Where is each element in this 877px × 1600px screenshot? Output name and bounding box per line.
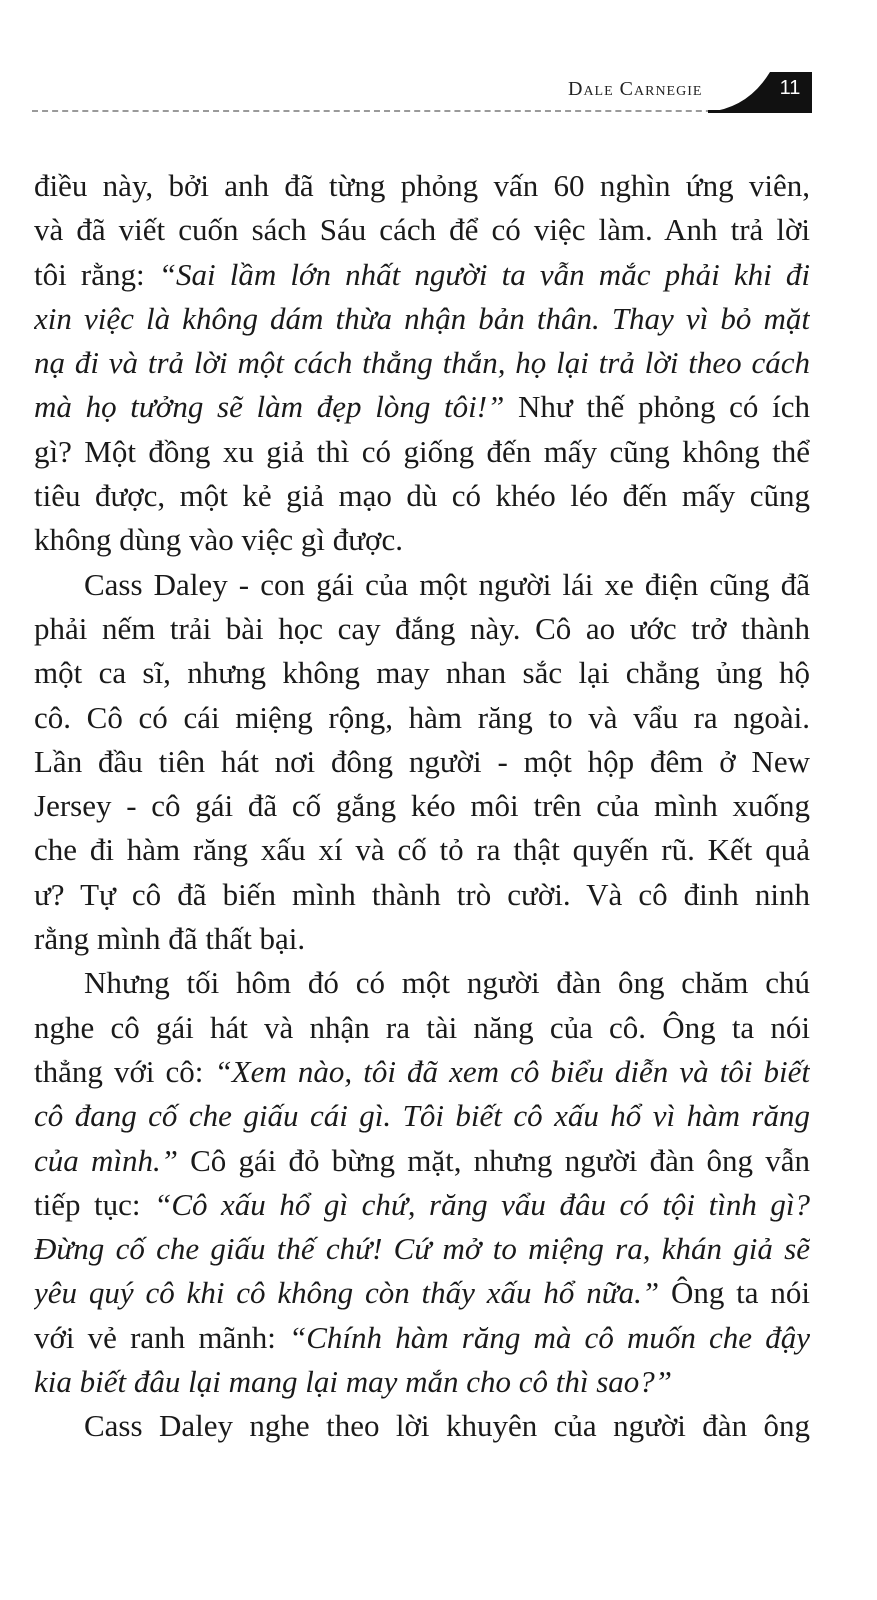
text-line <box>34 1006 810 1050</box>
quoted-text: cô đang cố che giấu cái gì. Tôi biết cô xấu hổ vì hàm răng <box>34 1098 810 1134</box>
text-line <box>34 208 810 252</box>
line-text: gì? Một đồng xu giả thì có giống đến mấy cũng không thể <box>34 433 810 469</box>
text-line <box>34 518 810 562</box>
text-line <box>34 1316 810 1360</box>
line-text: tôi rằng: <box>34 256 159 292</box>
line-text: ư? Tự cô đã biến mình thành trò cười. Và cô đinh ninh <box>34 876 810 912</box>
text-line <box>34 1404 810 1448</box>
text-line <box>34 1183 810 1227</box>
line-text: Cass Daley nghe theo lời khuyên của người đàn ông <box>84 1408 810 1444</box>
text-line <box>34 297 810 341</box>
line-text: Jersey - cô gái đã cố gắng kéo môi trên của mình xuống <box>34 788 810 824</box>
text-line <box>34 696 810 740</box>
text-line <box>34 164 810 208</box>
quoted-text: kia biết đâu lại mang lại may mắn cho cô thì sao?” <box>34 1364 673 1400</box>
line-text: Lần đầu tiên hát nơi đông người - một hộp đêm ở New <box>34 743 810 779</box>
text-line <box>34 430 810 474</box>
line-text: tiếp tục: <box>34 1186 155 1222</box>
page-number: 11 <box>779 77 801 99</box>
text-line <box>34 607 810 651</box>
text-line <box>34 385 810 429</box>
text-line <box>34 1094 810 1138</box>
text-line <box>34 563 810 607</box>
line-text: nghe cô gái hát và nhận ra tài năng của cô. Ông ta nói <box>34 1009 810 1045</box>
line-text: cô. Cô có cái miệng rộng, hàm răng to và vẩu ra ngoài. <box>34 699 810 735</box>
text-line <box>34 1050 810 1094</box>
text-line <box>34 961 810 1005</box>
text-line <box>34 1139 810 1183</box>
line-text: Cass Daley - con gái của một người lái xe điện cũng đã <box>84 566 810 602</box>
text-line <box>34 1227 810 1271</box>
body-text <box>34 164 810 1449</box>
line-text: một ca sĩ, nhưng không may nhan sắc lại chẳng ủng hộ <box>34 655 810 691</box>
running-header <box>0 68 877 118</box>
line-text: với vẻ ranh mãnh: <box>34 1319 290 1355</box>
quoted-text: của mình.” <box>34 1142 178 1178</box>
line-text: Cô gái đỏ bừng mặt, nhưng người đàn ông vẫn <box>177 1142 810 1178</box>
header-rule <box>32 110 732 112</box>
quoted-text: mà họ tưởng sẽ làm đẹp lòng tôi!” <box>34 389 505 425</box>
line-text: không dùng vào việc gì được. <box>34 522 403 558</box>
line-text: tiêu được, một kẻ giả mạo dù có khéo léo đến mấy cũng <box>34 478 810 514</box>
text-line <box>34 253 810 297</box>
text-line <box>34 1271 810 1315</box>
quoted-text: “Cô xấu hổ gì chứ, răng vẩu đâu có tội tình gì? <box>154 1186 810 1222</box>
quoted-text: Đừng cố che giấu thế chứ! Cứ mở to miệng ra, khán giả sẽ <box>34 1231 810 1267</box>
quoted-text: “Sai lầm lớn nhất người ta vẫn mắc phải khi đi <box>158 256 810 292</box>
quoted-text: yêu quý cô khi cô không còn thấy xấu hổ nữa.” <box>34 1275 660 1311</box>
line-text: rằng mình đã thất bại. <box>34 921 306 957</box>
line-text: Nhưng tối hôm đó có một người đàn ông chăm chú <box>84 965 810 1001</box>
line-text: che đi hàm răng xấu xí và cố tỏ ra thật quyến rũ. Kết quả <box>34 832 810 868</box>
line-text: thẳng với cô: <box>34 1053 215 1089</box>
quoted-text: xin việc là không dám thừa nhận bản thân. Thay vì bỏ mặt <box>34 300 810 336</box>
text-line <box>34 784 810 828</box>
text-line <box>34 740 810 784</box>
line-text: điều này, bởi anh đã từng phỏng vấn 60 nghìn ứng viên, <box>34 168 810 203</box>
text-line <box>34 873 810 917</box>
text-line <box>34 1360 810 1404</box>
quoted-text: “Xem nào, tôi đã xem cô biểu diễn và tôi biết <box>214 1053 810 1089</box>
text-line <box>34 828 810 872</box>
text-line <box>34 474 810 518</box>
line-text: Như thế phỏng có ích <box>504 389 810 425</box>
line-text: phải nếm trải bài học cay đắng này. Cô ao ước trở thành <box>34 610 810 646</box>
quoted-text: “Chính hàm răng mà cô muốn che đậy <box>289 1319 810 1355</box>
text-line <box>34 651 810 695</box>
text-line <box>34 917 810 961</box>
text-line <box>34 341 810 385</box>
line-text: Ông ta nói <box>659 1275 810 1311</box>
quoted-text: nạ đi và trả lời một cách thẳng thắn, họ lại trả lời theo cách <box>34 345 810 381</box>
header-author: Dale Carnegie <box>568 78 703 100</box>
line-text: và đã viết cuốn sách Sáu cách để có việc làm. Anh trả lời <box>34 212 810 248</box>
